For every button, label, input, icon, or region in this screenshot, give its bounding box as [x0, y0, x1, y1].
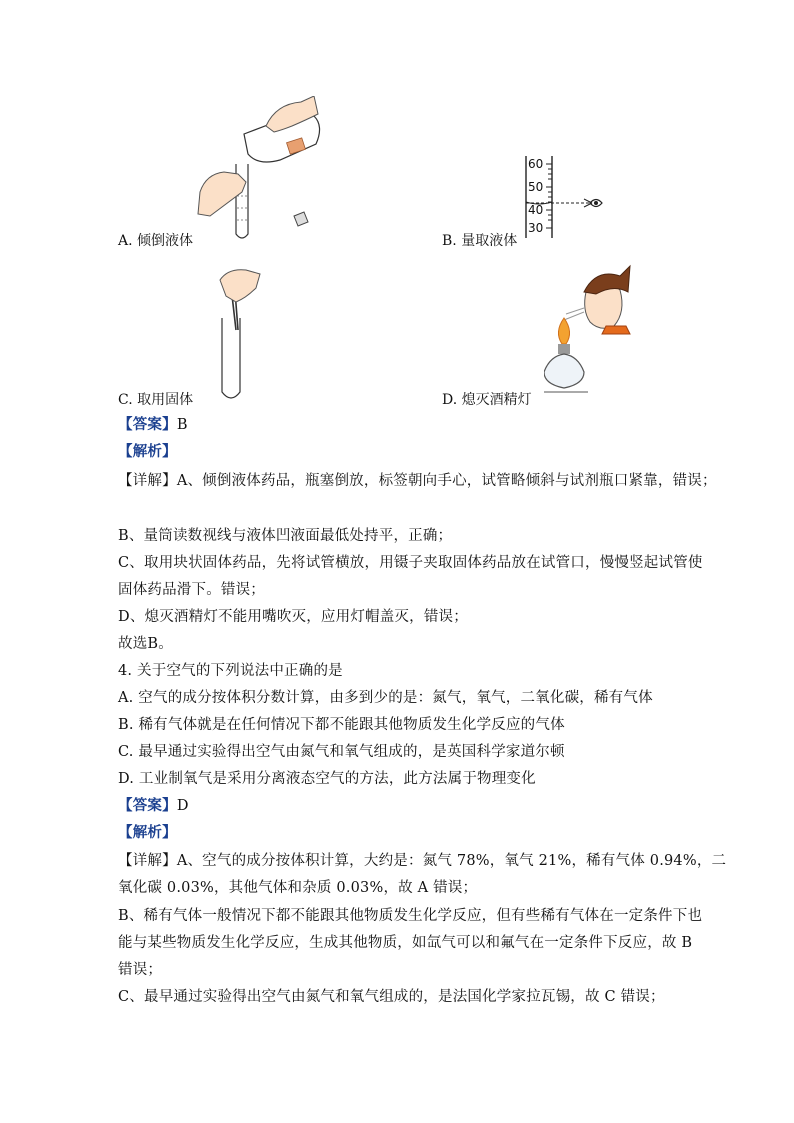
detail-a-text: A、倾倒液体药品，瓶塞倒放，标签朝向手心，试管略倾斜与试剂瓶口紧靠，错误；	[176, 473, 717, 489]
analysis-tag: 【解析】	[118, 443, 177, 460]
cylinder-tick-60: 60	[528, 157, 544, 171]
q3-detail-c-1: C、取用块状固体药品，先将试管横放，用镊子夹取固体药品放在试管口，慢慢竖起试管使	[118, 555, 703, 571]
detail-tag: 【详解】	[118, 853, 177, 869]
q4-detail-b-3: 错误；	[118, 962, 163, 978]
answer-tag: 【答案】	[118, 797, 177, 814]
q3-conclusion: 故选B。	[118, 636, 173, 652]
figure-taking-solid	[212, 268, 272, 404]
q3-answer	[118, 413, 188, 434]
detail-a-text: A、空气的成分按体积计算，大约是：氮气 78%，氧气 21%，稀有气体 0.94%，二	[176, 853, 727, 869]
q4-detail-a-2: 氧化碳 0.03%，其他气体和杂质 0.03%，故 A 错误；	[118, 880, 478, 896]
answer-tag: 【答案】	[118, 416, 177, 433]
q4-option-c: C. 最早通过实验得出空气由氮气和氧气组成的，是英国科学家道尔顿	[118, 744, 565, 760]
detail-tag: 【详解】	[118, 473, 177, 489]
q4-detail-a-1	[118, 849, 726, 870]
caption-d: D. 熄灭酒精灯	[442, 392, 532, 408]
q3-analysis-heading	[118, 440, 177, 461]
figure-alcohol-lamp	[544, 262, 634, 402]
q3-detail-a	[118, 469, 717, 490]
q4-stem: 4. 关于空气的下列说法中正确的是	[118, 663, 343, 679]
q4-detail-c: C、最早通过实验得出空气由氮气和氧气组成的，是法国化学家拉瓦锡，故 C 错误；	[118, 989, 665, 1005]
answer-value: D	[176, 798, 189, 814]
q3-detail-b: B、量筒读数视线与液体凹液面最低处持平，正确；	[118, 528, 453, 544]
taking-solid-illustration	[212, 268, 272, 404]
figure-measuring-cylinder	[520, 156, 610, 240]
q4-answer	[118, 794, 189, 815]
q3-detail-d: D、熄灭酒精灯不能用嘴吹灭，应用灯帽盖灭，错误；	[118, 609, 468, 625]
q4-analysis-heading	[118, 821, 177, 842]
cylinder-tick-50: 50	[528, 180, 544, 194]
q4-option-d: D. 工业制氧气是采用分离液态空气的方法，此方法属于物理变化	[118, 771, 536, 787]
answer-value: B	[176, 417, 188, 433]
alcohol-lamp-illustration	[544, 262, 634, 402]
q4-option-a: A. 空气的成分按体积分数计算，由多到少的是：氮气，氧气，二氧化碳，稀有气体	[118, 690, 653, 706]
figure-pouring-liquid	[196, 96, 336, 246]
q4-detail-b-2: 能与某些物质发生化学反应，生成其他物质，如氙气可以和氟气在一定条件下反应，故 B	[118, 935, 693, 951]
pouring-liquid-illustration	[196, 96, 336, 246]
cylinder-tick-30: 30	[528, 221, 544, 235]
caption-b: B. 量取液体	[442, 233, 518, 249]
cylinder-tick-40: 40	[528, 203, 544, 217]
caption-a: A. 倾倒液体	[118, 233, 194, 249]
caption-c: C. 取用固体	[118, 392, 194, 408]
analysis-tag: 【解析】	[118, 824, 177, 841]
q3-detail-c-2: 固体药品滑下。错误；	[118, 582, 265, 598]
q4-option-b: B. 稀有气体就是在任何情况下都不能跟其他物质发生化学反应的气体	[118, 717, 565, 733]
q4-detail-b-1: B、稀有气体一般情况下都不能跟其他物质发生化学反应，但有些稀有气体在一定条件下也	[118, 908, 703, 924]
